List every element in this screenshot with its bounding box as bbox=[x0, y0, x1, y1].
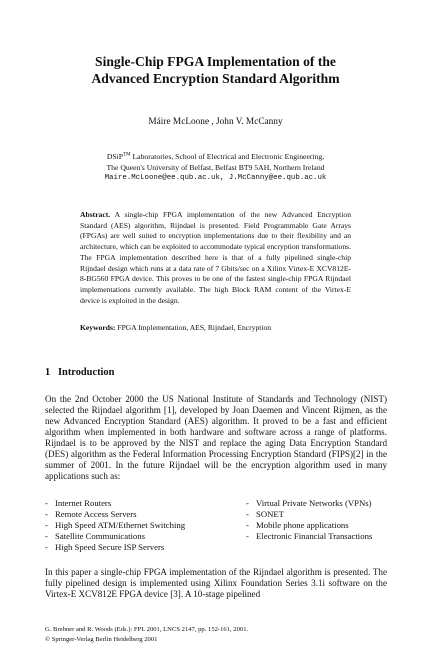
footer-copyright: © Springer-Verlag Berlin Heidelberg 2001 bbox=[45, 635, 158, 643]
title-line-2: Advanced Encryption Standard Algorithm bbox=[91, 71, 340, 86]
section-number: 1 bbox=[45, 367, 51, 378]
abstract-label: Abstract. bbox=[80, 210, 111, 219]
lab-name-prefix: DSiP bbox=[106, 152, 124, 161]
keywords-text: FPGA Implementation, AES, Rijndael, Encryption bbox=[117, 323, 272, 332]
section-heading bbox=[45, 367, 114, 378]
affiliation-block bbox=[0, 152, 431, 184]
list-item: - Internet Routers bbox=[45, 498, 185, 509]
list-item: - Mobile phone applications bbox=[246, 520, 372, 531]
lab-name-rest: Laboratories, School of Electrical and Electronic Engineering, bbox=[130, 152, 325, 161]
list-item: - Remote Access Servers bbox=[45, 509, 185, 520]
keywords-label: Keywords: bbox=[80, 323, 116, 332]
list-item: - Satellite Communications bbox=[45, 531, 185, 542]
trademark-superscript: TM bbox=[123, 152, 131, 158]
affiliation-lab bbox=[0, 152, 431, 163]
list-item: - Electronic Financial Transactions bbox=[246, 531, 372, 542]
application-list-left bbox=[45, 498, 185, 553]
list-item: - SONET bbox=[246, 509, 372, 520]
application-list-right bbox=[246, 498, 372, 542]
title-line-1: Single-Chip FPGA Implementation of the bbox=[95, 54, 336, 69]
section-title: Introduction bbox=[58, 367, 115, 378]
keywords-block bbox=[80, 323, 351, 332]
citation-footer bbox=[45, 625, 248, 644]
footer-citation: G. Brebner and R. Woods (Eds.): FPL 2001, LNCS 2147, pp. 152-161, 2001. bbox=[45, 626, 249, 633]
author-list: Máire McLoone , John V. McCanny bbox=[148, 117, 283, 127]
list-item: - Virtual Private Networks (VPNs) bbox=[246, 498, 372, 509]
abstract-block bbox=[80, 210, 351, 306]
affiliation-address: The Queen's University of Belfast, Belfast BT9 5AH, Northern Ireland bbox=[106, 162, 325, 172]
author-emails: Maire.McLoone@ee.qub.ac.uk, J.McCanny@ee.qub.ac.uk bbox=[104, 174, 327, 182]
intro-paragraph-2: In this paper a single-chip FPGA implementation of the Rijndael algorithm is presented. The fully pipelined design is implemented using Xilinx Foundation Series 3.1i software on the Virtex-E XCV812E FPGA device [3]. A 10-stage pipelined bbox=[45, 567, 387, 599]
list-item: - High Speed ATM/Ethernet Switching bbox=[45, 520, 185, 531]
intro-paragraph-1: On the 2nd October 2000 the US National Institute of Standards and Technology (NIST) selected the Rijndael algorithm [1], developed by Joan Daemen and Vincent Rijmen, as the new Advanced Encryption Standard (AES) algorithm. It proved to be a fast and efficient algorithm when implemented in both hardware and software across a range of platforms. Rijndael is to be approved by the NIST and replace the aging Data Encryption Standard (DES) algorithm as the Federal Information Processing Encryption Standard (FIPS)[2] in the summer of 2001. In the future Rijndael will be the encryption algorithm used in many applications such as: bbox=[45, 394, 387, 481]
list-item: - High Speed Secure ISP Servers bbox=[45, 542, 185, 553]
paper-title bbox=[0, 53, 431, 87]
abstract-text: A single-chip FPGA implementation of the new Advanced Encryption Standard (AES) algorithm, Rijndael is presented. Field Programmable Gate Arrays (FPGAs) are well suited to encryption implementations due to their flexibility and an architecture, which can be exploited to accommodate typical encryption transformations. The FPGA implementation described here is that of a fully pipelined single-chip Rijndael design which runs at a data rate of 7 Gbits/sec on a Xilinx Virtex-E XCV812E-8-BG560 FPGA device. This proves to be one of the fastest single-chip FPGA Rijndael implementations currently available. The high Block RAM content of the Virtex-E device is exploited in the design. bbox=[80, 210, 351, 305]
